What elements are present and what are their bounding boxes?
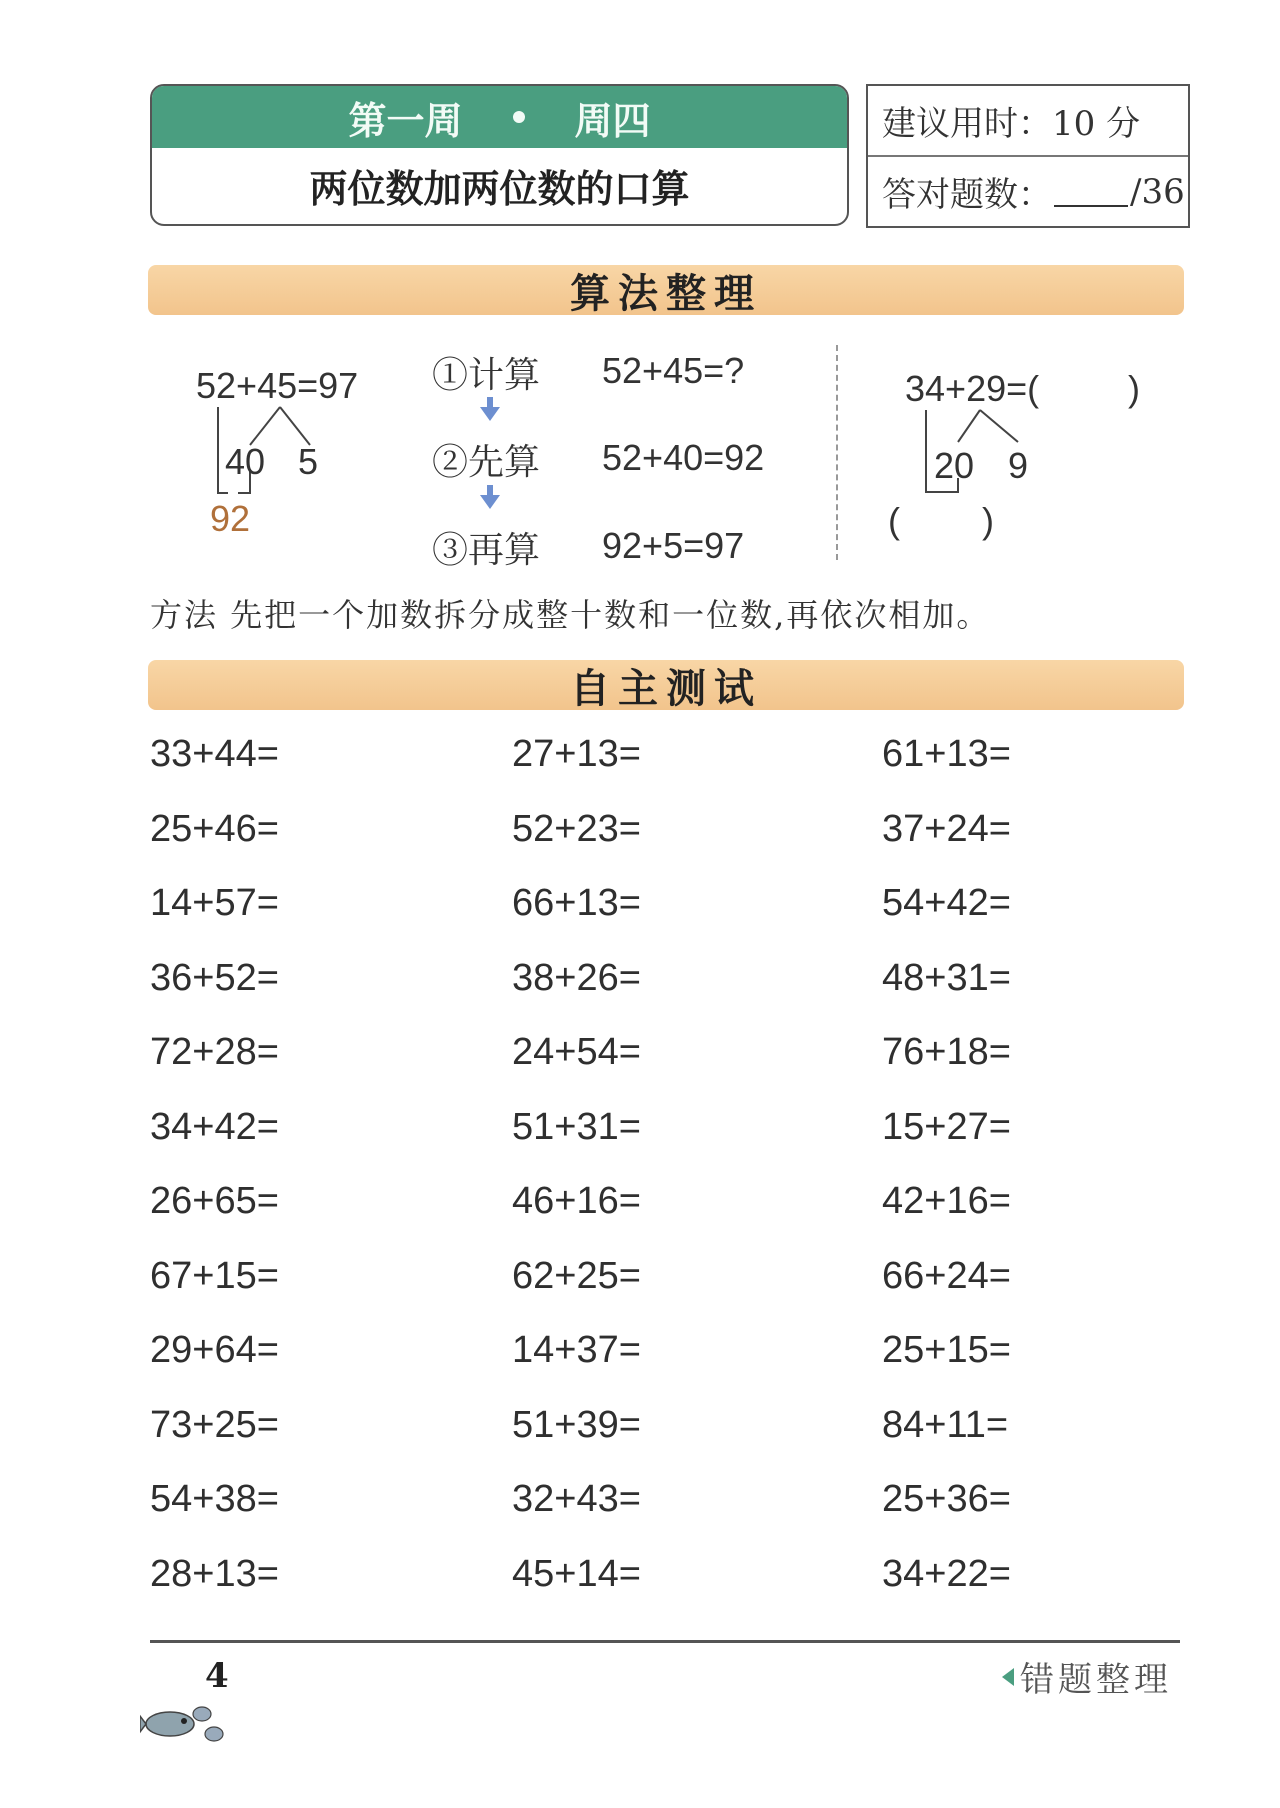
exercise-item[interactable]: 76+18=	[882, 1031, 1011, 1073]
week-label: 第一周	[348, 98, 463, 143]
section-bar-algorithm	[148, 265, 1184, 315]
exercise-item[interactable]: 52+23=	[512, 807, 641, 850]
method-note: 方法 先把一个加数拆分成整十数和一位数,再依次相加。	[150, 596, 991, 634]
practice-paren-right: )	[982, 500, 994, 541]
exercise-item[interactable]: 51+31=	[512, 1105, 641, 1148]
arrow-down-icon	[480, 485, 500, 509]
exercise-item[interactable]: 48+31=	[882, 956, 1011, 999]
triangle-left-icon	[1002, 1668, 1014, 1686]
exercise-item[interactable]: 45+14=	[512, 1552, 641, 1595]
exercise-item[interactable]: 28+13=	[150, 1552, 279, 1595]
exercise-item[interactable]: 66+24=	[882, 1254, 1011, 1297]
exercise-item[interactable]: 84+11=	[882, 1403, 1009, 1446]
step-3-expr: 92+5=97	[602, 525, 745, 566]
step-3-label: ③再算	[432, 530, 541, 571]
exercise-item[interactable]: 38+26=	[512, 956, 641, 999]
split-line-right	[280, 407, 310, 445]
footer-divider	[150, 1640, 1180, 1643]
step-2-expr: 52+40=92	[602, 437, 765, 478]
exercise-item[interactable]: 62+25=	[512, 1254, 641, 1297]
exercise-item[interactable]: 32+43=	[512, 1478, 641, 1520]
exercise-item[interactable]: 46+16=	[512, 1180, 641, 1222]
practice-answer-close: )	[1128, 368, 1140, 409]
dashed-divider	[836, 345, 838, 560]
score-total: /36	[1130, 171, 1185, 212]
exercise-item[interactable]: 26+65=	[150, 1180, 279, 1222]
exercise-item[interactable]: 54+38=	[150, 1478, 279, 1520]
exercise-item[interactable]: 36+52=	[150, 956, 279, 999]
step-1-expr: 52+45=?	[602, 350, 745, 391]
exercise-item[interactable]: 72+28=	[150, 1031, 279, 1073]
practice-tens: 20	[934, 445, 975, 486]
separator-dot	[513, 111, 525, 123]
exercise-item[interactable]: 14+57=	[150, 882, 279, 924]
suggested-time: 建议用时：10 分	[882, 104, 1141, 144]
exercise-item[interactable]: 24+54=	[512, 1031, 641, 1073]
exercise-item[interactable]: 66+13=	[512, 882, 641, 924]
section-bar-test	[148, 660, 1184, 710]
section-title-test: 自主测试	[570, 665, 762, 712]
fish-illustration-icon	[140, 1700, 240, 1744]
score-row	[868, 155, 1188, 226]
mistake-review-link[interactable]	[1002, 1652, 1172, 1701]
example-equation: 52+45=97	[196, 365, 359, 406]
split-tens: 40	[225, 441, 266, 482]
partial-result: 92	[210, 498, 251, 539]
exercise-item[interactable]: 37+24=	[882, 807, 1011, 850]
exercise-item[interactable]: 25+36=	[882, 1478, 1011, 1520]
exercise-item[interactable]: 14+37=	[512, 1329, 641, 1371]
score-label: 答对题数：	[882, 175, 1052, 215]
exercise-item[interactable]: 34+42=	[150, 1105, 279, 1148]
split-ones: 5	[298, 441, 319, 482]
practice-split-line-left	[958, 410, 980, 442]
exercise-item[interactable]: 54+42=	[882, 882, 1011, 924]
exercise-item[interactable]: 51+39=	[512, 1403, 641, 1446]
exercise-item[interactable]: 73+25=	[150, 1403, 279, 1446]
practice-paren-left: (	[888, 500, 900, 541]
exercise-item[interactable]: 25+46=	[150, 807, 279, 850]
info-box	[866, 84, 1190, 228]
step-1-label: ①计算	[432, 355, 541, 396]
exercise-item[interactable]: 42+16=	[882, 1180, 1011, 1222]
exercise-item[interactable]: 34+22=	[882, 1552, 1011, 1595]
week-day-banner	[152, 86, 847, 148]
exercise-item[interactable]: 61+13=	[882, 733, 1011, 775]
page-number: 4	[205, 1656, 229, 1696]
arrow-down-icon	[480, 397, 500, 421]
mistake-review-label: 错题整理	[1020, 1660, 1172, 1700]
section-title-algorithm: 算法整理	[570, 270, 762, 317]
exercise-item[interactable]: 27+13=	[512, 733, 641, 775]
exercise-item[interactable]: 29+64=	[150, 1329, 279, 1371]
practice-split-line-right	[980, 410, 1018, 442]
score-blank[interactable]	[1054, 177, 1128, 207]
lesson-header	[150, 84, 849, 226]
exercise-item[interactable]: 67+15=	[150, 1254, 279, 1297]
exercise-item[interactable]: 25+15=	[882, 1329, 1011, 1371]
day-label: 周四	[574, 98, 651, 143]
exercise-item[interactable]: 33+44=	[150, 733, 279, 775]
exercise-item[interactable]: 15+27=	[882, 1105, 1011, 1148]
practice-equation: 34+29=(	[905, 368, 1040, 409]
lesson-title: 两位数加两位数的口算	[309, 166, 690, 211]
step-2-label: ②先算	[432, 442, 541, 483]
split-line-left	[250, 407, 280, 445]
practice-ones: 9	[1008, 445, 1029, 486]
